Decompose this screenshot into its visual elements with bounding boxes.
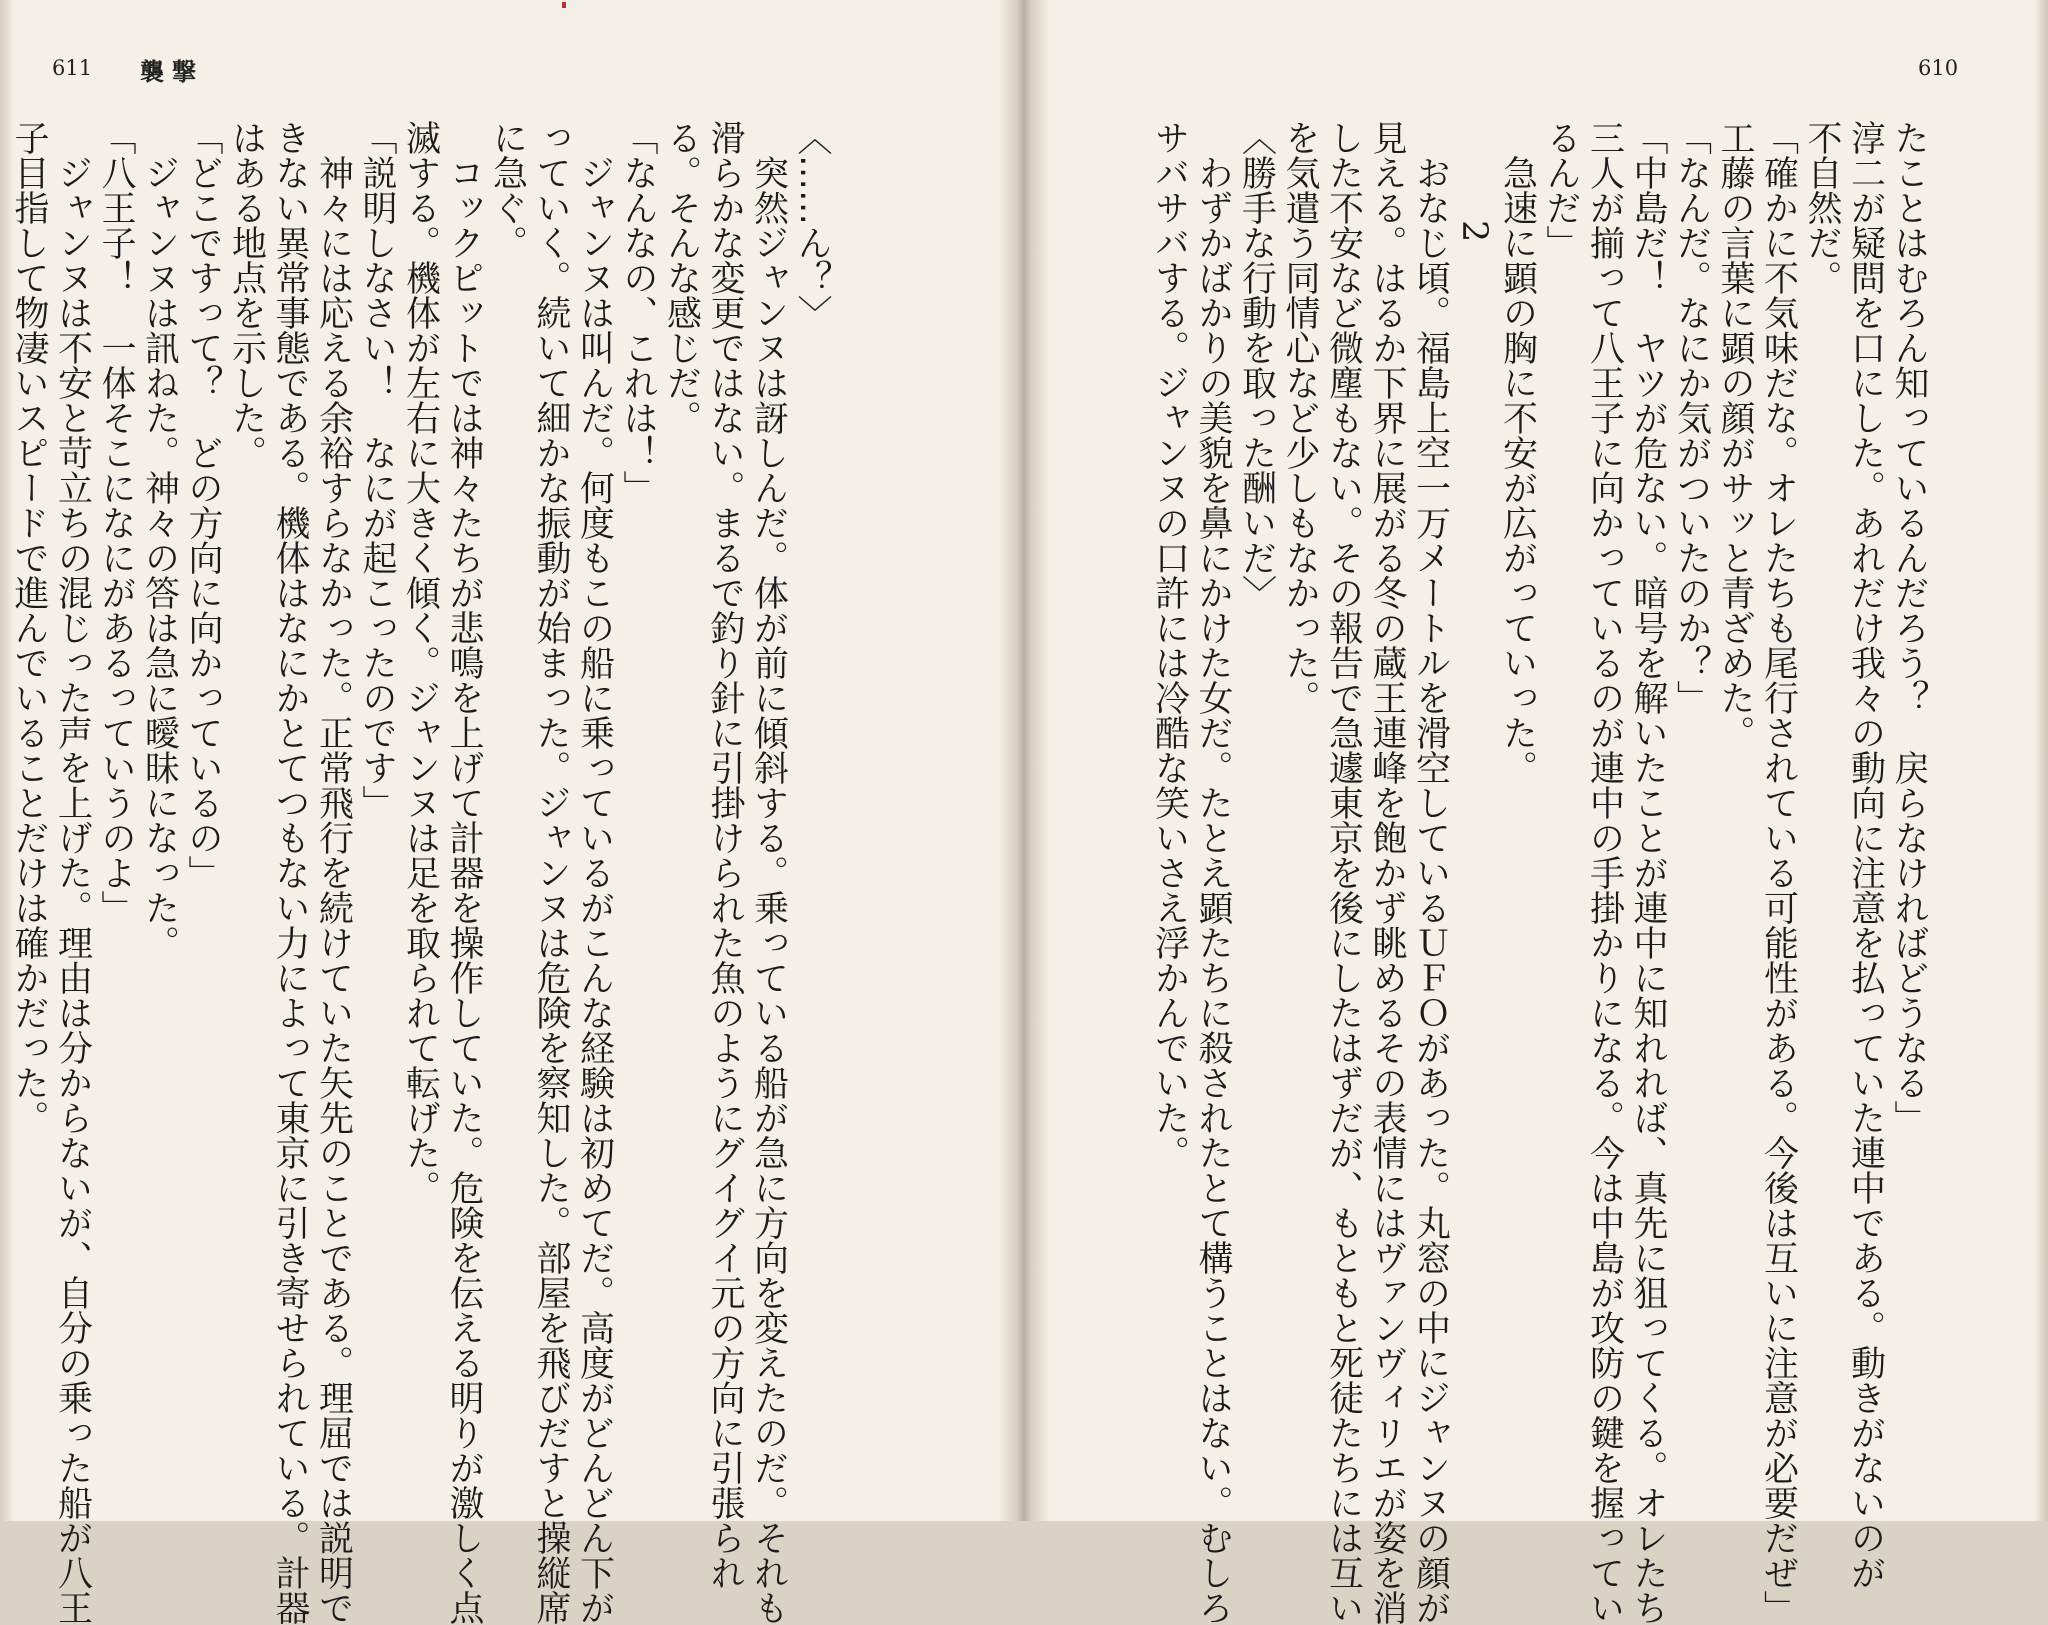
text-line: を気遣う同情心など少しもなかった。 xyxy=(1280,120,1320,715)
text-line: たことはむろん知っているんだろう？ 戻らなければどうなる」 xyxy=(1889,120,1929,1135)
text-line: 滅する。機体が左右に大きく傾く。ジャンヌは足を取られて転げた。 xyxy=(400,120,441,1205)
text-line: した不安など微塵もない。その報告で急遽東京を後にしたはずだが、もともと死徒たちには互い xyxy=(1323,120,1364,1625)
text-line: るんだ」 xyxy=(1541,120,1581,260)
text-line: る。そんな感じだ。 xyxy=(661,120,702,435)
scan-mark xyxy=(562,2,566,8)
running-head: 襲撃 xyxy=(140,57,204,86)
text-line: 急速に顕の胸に不安が広がっていった。 xyxy=(1497,120,1538,785)
text-line: サバサバする。ジャンヌの口許には冷酷な笑いさえ浮かんでいた。 xyxy=(1149,120,1190,1170)
text-line: っていく。続いて細かな振動が始まった。ジャンヌは危険を察知した。部屋を飛びだすと操縦席 xyxy=(531,120,571,1625)
text-line: 「どこですって？ どの方向に向かっているの」 xyxy=(183,120,223,890)
text-line: コックピットでは神々たちが悲鳴を上げて計器を操作していた。危険を伝える明りが激しく点 xyxy=(444,120,484,1625)
text-line: わずかばかりの美貌を鼻にかけた女だ。たとえ顕たちに殺されたとて構うことはない。むしろ xyxy=(1193,120,1233,1625)
text-line: 「説明しなさい！ なにが起こったのです」 xyxy=(357,120,397,820)
right-page-edge xyxy=(2034,0,2048,1521)
text-line: に急ぐ。 xyxy=(487,120,528,260)
right-page-number: 610 xyxy=(1918,56,1959,80)
text-line: 見える。はるか下界に展がる冬の蔵王連峰を飽かず眺めるその表情にはヴァンヴィリエが姿を消 xyxy=(1367,120,1407,1625)
right-page-text xyxy=(1080,120,1930,1625)
text-line: 不自然だ。 xyxy=(1802,120,1842,295)
text-line: ジャンヌは訊ねた。神々の答は急に曖昧になった。 xyxy=(139,120,180,960)
left-page-number: 611 xyxy=(52,56,93,80)
text-line: 三人が揃って八王子に向かっているのが連中の手掛かりになる。今は中島が攻防の鍵を握ってい xyxy=(1584,120,1625,1625)
text-line: 「確かに不気味だな。オレたちも尾行されている可能性がある。今後は互いに注意が必要だぜ」 xyxy=(1758,120,1799,1625)
text-line: 子目指して物凄いスピードで進んでいることだけは確かだった。 xyxy=(9,120,49,1135)
text-line: 〈勝手な行動を取った酬いだ〉 xyxy=(1236,120,1277,610)
text-line: 滑らかな変更ではない。まるで釣り針に引掛けられた魚のようにグイグイ元の方向に引張られ xyxy=(705,120,745,1590)
text-line: 「なんなの、これは！」 xyxy=(618,120,658,505)
text-line: おなじ頃。福島上空一万メートルを滑空しているＵＦＯがあった。丸窓の中にジャンヌの顔が xyxy=(1410,120,1451,1625)
text-line: 「中島だ！ ヤツが危ない。暗号を解いたことが連中に知れれば、真先に狙ってくる。オレたち xyxy=(1628,120,1668,1625)
text-line: ジャンヌは叫んだ。何度もこの船に乗っているがこんな経験は初めてだ。高度がどんどん下が xyxy=(574,120,615,1625)
text-line: 神々には応える余裕すらなかった。正常飛行を続けていた矢先のことである。理屈では説明で xyxy=(313,120,354,1625)
text-line: 「八王子！ 一体そこになにがあるっていうのよ」 xyxy=(96,120,136,925)
text-line: 突然ジャンヌは訝しんだ。体が前に傾斜する。乗っている船が急に方向を変えたのだ。それも xyxy=(748,120,789,1625)
text-line: 〈……ん？〉 xyxy=(792,120,832,330)
left-page-text xyxy=(9,120,833,1625)
text-line: はある地点を示した。 xyxy=(226,120,267,470)
text-line: 工藤の言葉に顕の顔がサッと青ざめた。 xyxy=(1715,120,1755,750)
text-line: 淳二が疑問を口にした。あれだけ我々の動向に注意を払っていた連中である。動きがないのが xyxy=(1845,120,1886,1590)
text-line: 「なんだ。なにか気がついたのか？」 xyxy=(1671,120,1712,715)
text-line: きない異常事態である。機体はなにかとてつもない力によって東京に引き寄せられている。計器 xyxy=(270,120,310,1625)
book-gutter xyxy=(1000,0,1048,1521)
text-line: ジャンヌは不安と苛立ちの混じった声を上げた。理由は分からないが、自分の乗った船が八王 xyxy=(52,120,93,1625)
section-number: 2 xyxy=(1454,220,1494,243)
